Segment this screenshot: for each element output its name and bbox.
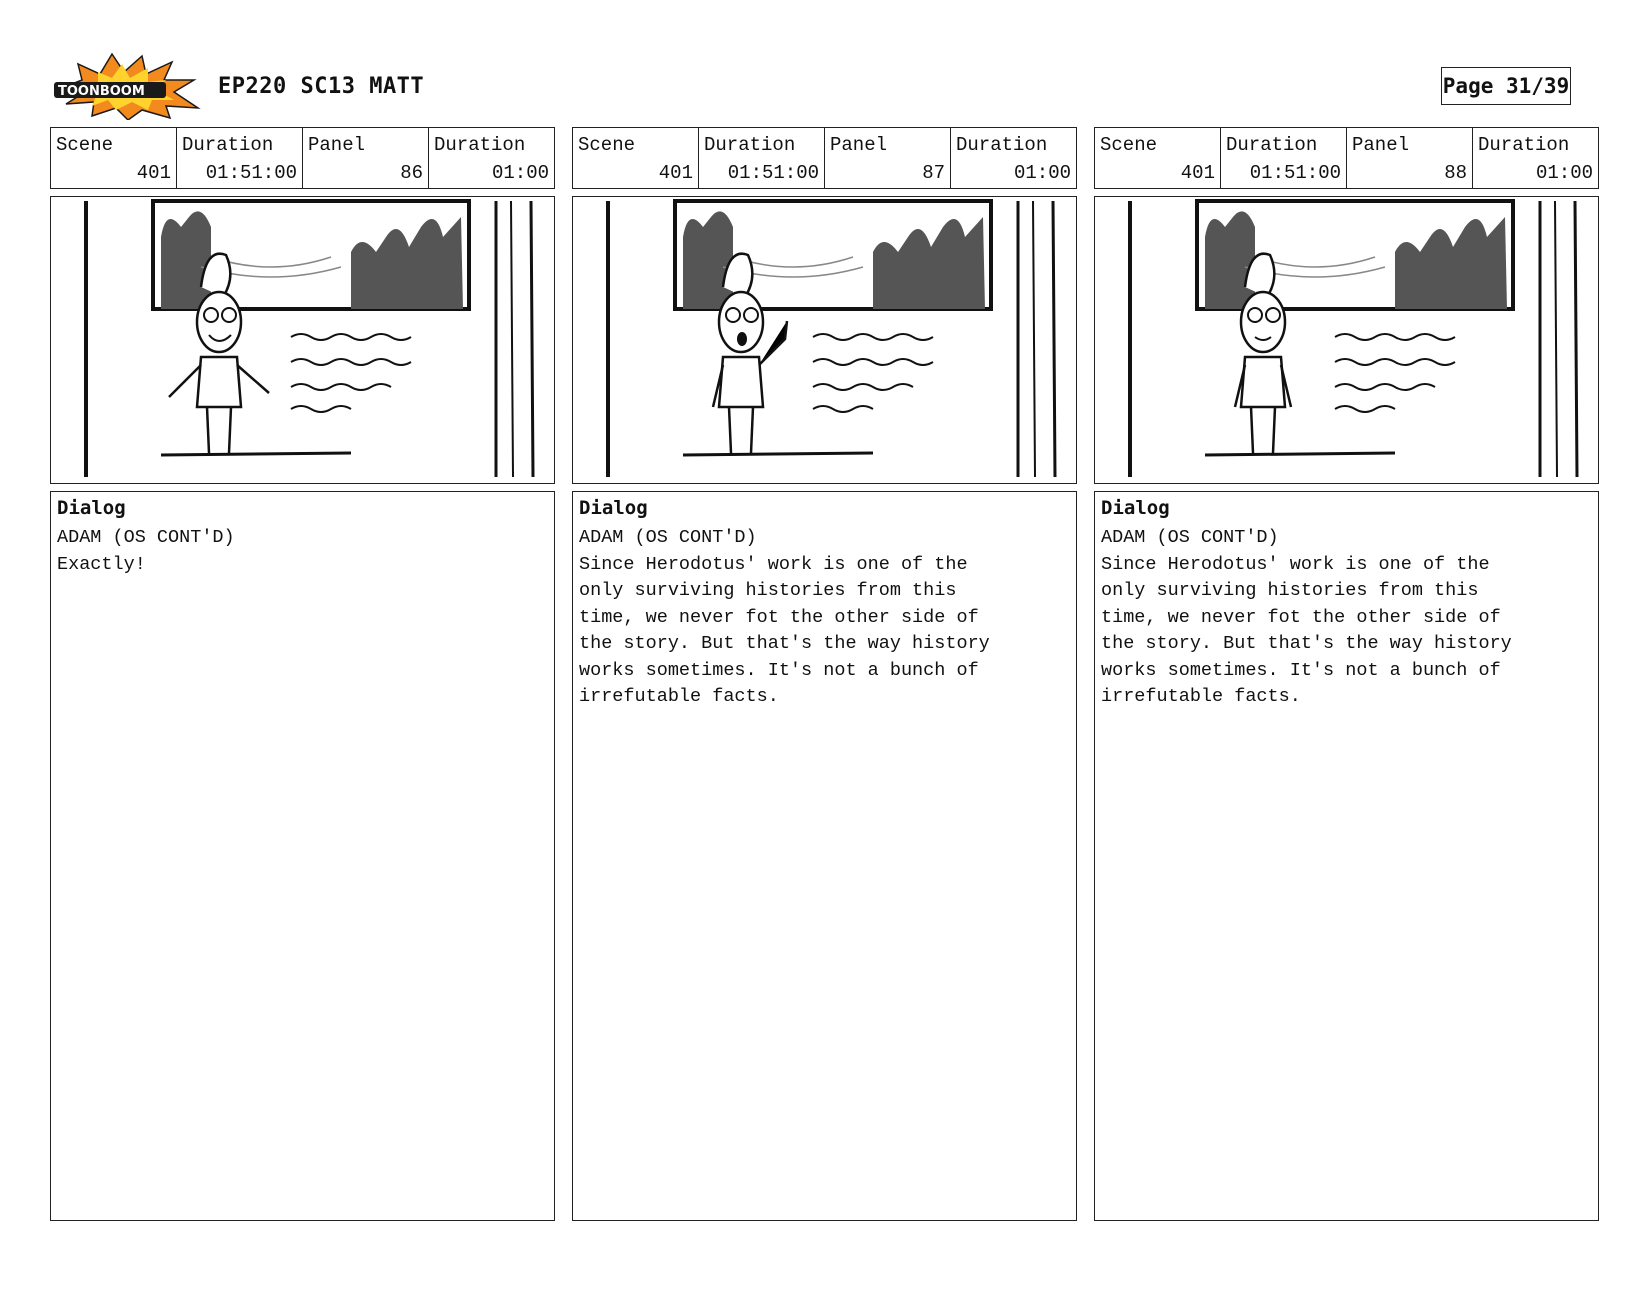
- dialog-label: Dialog: [579, 497, 648, 519]
- scene-duration-label: Duration: [1226, 134, 1318, 156]
- scene-value: 401: [1180, 162, 1215, 184]
- scene-label: Scene: [578, 134, 636, 156]
- panel-cell: [1347, 128, 1473, 188]
- dialog-line: time, we never fot the other side of: [1101, 606, 1501, 628]
- sketch-drawing: [573, 197, 1075, 482]
- panel-label: Panel: [830, 134, 888, 156]
- scene-duration-value: 01:51:00: [205, 162, 297, 184]
- panel-value: 87: [922, 162, 945, 184]
- storyboard-panel-image: [572, 196, 1077, 484]
- sketch-drawing: [51, 197, 553, 482]
- dialog-box: [1094, 491, 1599, 1221]
- storyboard-column-3: [1094, 127, 1599, 1221]
- dialog-line: Exactly!: [57, 553, 146, 575]
- panel-duration-value: 01:00: [491, 162, 549, 184]
- storyboard-column-1: [50, 127, 555, 1221]
- panel-label: Panel: [308, 134, 366, 156]
- dialog-box: [50, 491, 555, 1221]
- scene-duration-label: Duration: [704, 134, 796, 156]
- sketch-background: [1130, 201, 1577, 477]
- document-title: EP220 SC13 MATT: [218, 74, 425, 99]
- dialog-box: [572, 491, 1077, 1221]
- scene-value: 401: [658, 162, 693, 184]
- scene-value: 401: [136, 162, 171, 184]
- storyboard-panel-image: [1094, 196, 1599, 484]
- storyboard-panel-image: [50, 196, 555, 484]
- dialog-line: ADAM (OS CONT'D): [57, 527, 235, 548]
- panel-duration-label: Duration: [1478, 134, 1570, 156]
- scene-duration-value: 01:51:00: [727, 162, 819, 184]
- dialog-line: only surviving histories from this: [579, 580, 957, 601]
- scene-duration-cell: [699, 128, 825, 188]
- dialog-line: works sometimes. It's not a bunch of: [1101, 659, 1501, 681]
- page-indicator: Page 31/39: [1441, 67, 1571, 105]
- dialog-line: the story. But that's the way history: [579, 633, 990, 654]
- dialog-line: irrefutable facts.: [579, 686, 779, 707]
- dialog-label: Dialog: [57, 497, 126, 519]
- dialog-line: irrefutable facts.: [1101, 686, 1301, 707]
- dialog-line: the story. But that's the way history: [1101, 633, 1512, 654]
- scene-duration-value: 01:51:00: [1249, 162, 1341, 184]
- storyboard-column-2: [572, 127, 1077, 1221]
- panel-value: 88: [1444, 162, 1467, 184]
- panel-info-table: [50, 127, 555, 189]
- sketch-drawing: [1095, 197, 1597, 482]
- scene-cell: [1095, 128, 1221, 188]
- scene-duration-label: Duration: [182, 134, 274, 156]
- panel-cell: [303, 128, 429, 188]
- dialog-line: ADAM (OS CONT'D): [579, 527, 757, 548]
- dialog-line: Since Herodotus' work is one of the: [579, 553, 968, 575]
- scene-label: Scene: [56, 134, 114, 156]
- panel-duration-value: 01:00: [1535, 162, 1593, 184]
- logo-text: TOONBOOM: [58, 84, 145, 99]
- panel-duration-cell: [1473, 128, 1598, 188]
- dialog-line: works sometimes. It's not a bunch of: [579, 659, 979, 681]
- dialog-label: Dialog: [1101, 497, 1170, 519]
- panel-duration-label: Duration: [434, 134, 526, 156]
- panel-info-table: [1094, 127, 1599, 189]
- panel-duration-value: 01:00: [1013, 162, 1071, 184]
- panel-duration-cell: [951, 128, 1076, 188]
- scene-label: Scene: [1100, 134, 1158, 156]
- panel-duration-label: Duration: [956, 134, 1048, 156]
- scene-cell: [51, 128, 177, 188]
- sketch-background: [86, 201, 533, 477]
- dialog-line: ADAM (OS CONT'D): [1101, 527, 1279, 548]
- panel-info-table: [572, 127, 1077, 189]
- toonboom-logo: [52, 50, 202, 120]
- panel-value: 86: [400, 162, 423, 184]
- scene-duration-cell: [177, 128, 303, 188]
- panel-cell: [825, 128, 951, 188]
- dialog-line: only surviving histories from this: [1101, 580, 1479, 601]
- sketch-background: [608, 201, 1055, 477]
- panel-duration-cell: [429, 128, 554, 188]
- scene-cell: [573, 128, 699, 188]
- dialog-line: time, we never fot the other side of: [579, 606, 979, 628]
- scene-duration-cell: [1221, 128, 1347, 188]
- dialog-line: Since Herodotus' work is one of the: [1101, 553, 1490, 575]
- panel-label: Panel: [1352, 134, 1410, 156]
